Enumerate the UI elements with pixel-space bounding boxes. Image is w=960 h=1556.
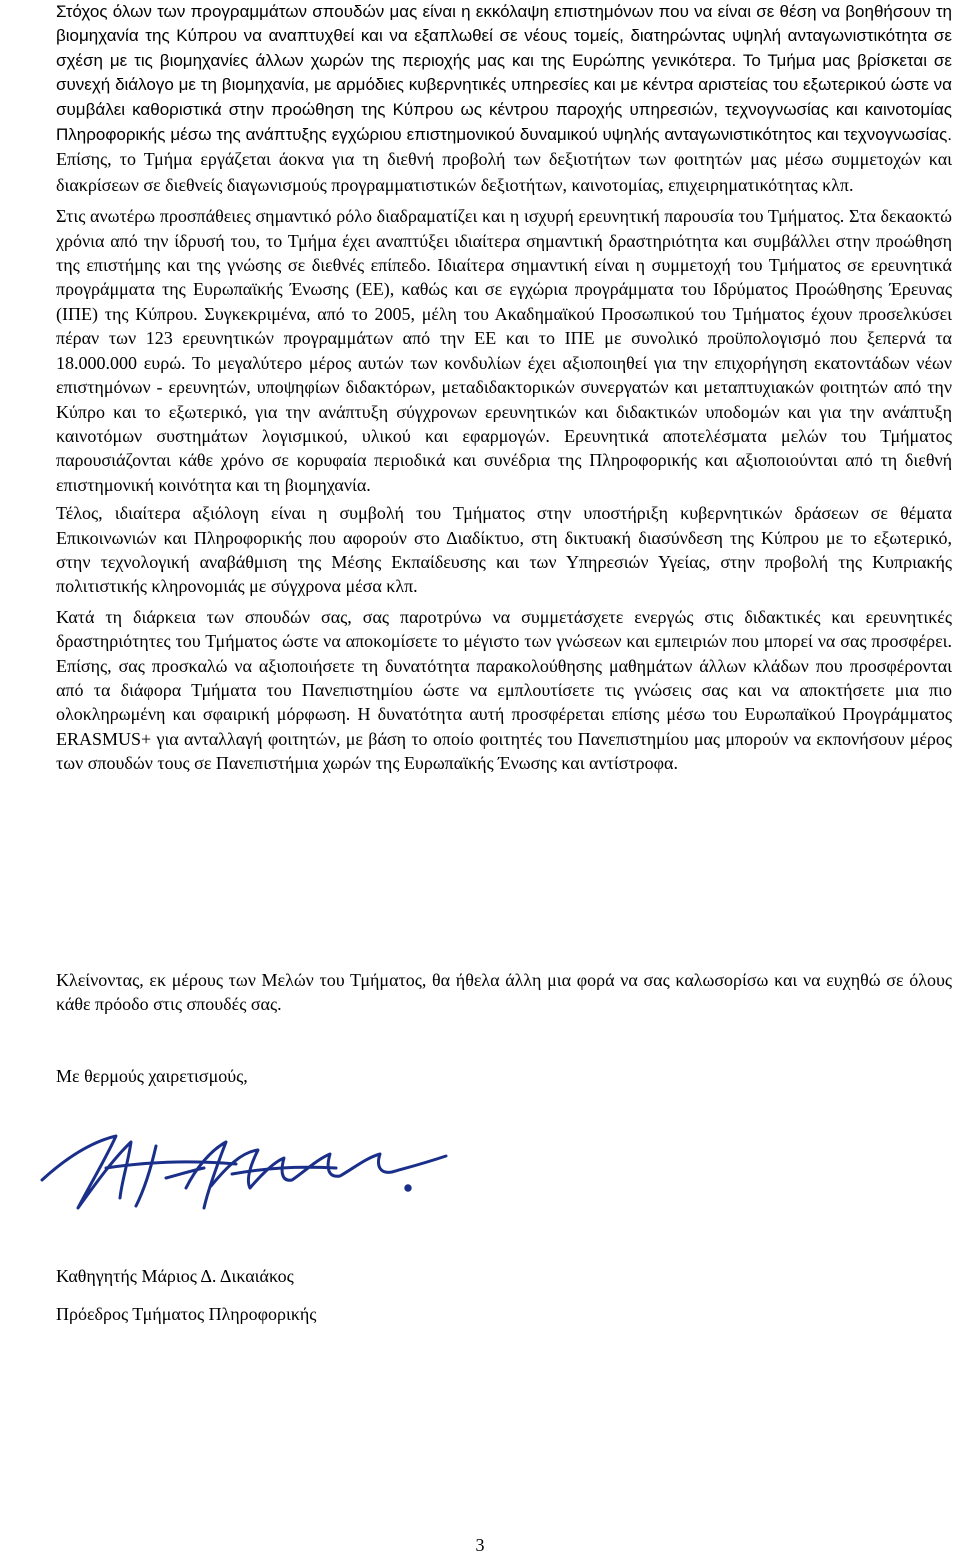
paragraph-student-participation: Κατά τη διάρκεια των σπουδών σας, σας παροτρύνω να συμμετάσχετε ενεργώς στις διδακτικές και ερευνητικές δραστηριότητες του Τμήματος ώστε να αποκομίσετε το μέγιστο των γνώσεων και εμπειριών που μπορεί να σας προσφέρει. Επίσης, σας προσκαλώ να αξιοποιήσετε τη δυνατότητα παρακολούθησης μαθημάτων άλλων κλάδων που προσφέρονται από τα διάφορα Τμήματα του Πανεπιστημίου ώστε να εμπλουτίσετε τις γνώσεις σας και να αποκτήσετε μια πιο ολοκληρωμένη και σφαιρική μόρφωση. Η δυνατότητα αυτή προσφέρεται επίσης μέσω του Ευρωπαϊκού Προγράμματος ERASMUS+ για ανταλλαγή φοιτητών, με βάση το οποίο φοιτητές του Πανεπιστημίου μας μπορούν να εκπονήσουν μέρος των σπουδών τους σε Πανεπιστήμια χωρών της Ευρωπαϊκής Ένωσης και αντίστροφα. bbox=[56, 606, 952, 774]
paragraph-goals-serif-part: Επίσης, το Τμήμα εργάζεται άοκνα για τη διεθνή προβολή των δεξιοτήτων των φοιτητών μας μέσω συμμετοχών και διακρίσεων σε διεθνείς διαγωνισμούς προγραμματιστικών δεξιοτήτων, καινοτομίας, επιχειρηματικότητας κλπ. bbox=[56, 149, 952, 195]
paragraph-government-support: Τέλος, ιδιαίτερα αξιόλογη είναι η συμβολή του Τμήματος στην υποστήριξη κυβερνητικών δράσεων σε θέματα Επικοινωνιών και Πληροφορικής που αφορούν στο Διαδίκτυο, στη δικτυακή διασύνδεση της Κύπρου με το εξωτερικό, στην τεχνολογική αναβάθμιση της Μέσης Εκπαίδευσης και των Υπηρεσιών Υγείας, στην προβολή της Κυπριακής πολιτιστικής κληρονομιάς με σύγχρονα μέσα κλπ. bbox=[56, 503, 952, 597]
paragraph-goals bbox=[56, 0, 952, 198]
body-text-top bbox=[56, 0, 952, 776]
closing-block bbox=[56, 968, 952, 1017]
salutation: Με θερμούς χαιρετισμούς, bbox=[56, 1066, 248, 1086]
handwritten-signature bbox=[36, 1128, 456, 1228]
paragraph-closing: Κλείνοντας, εκ μέρους των Μελών του Τμήματος, θα ήθελα άλλη μια φορά να σας καλωσορίσω και να ευχηθώ σε όλους κάθε πρόοδο στις σπουδές σας. bbox=[56, 970, 952, 1015]
signer-name: Καθηγητής Μάριος Δ. Δικαιάκος bbox=[56, 1266, 294, 1286]
paragraph-goals-sans-part: Στόχος όλων των προγραμμάτων σπουδών μας είναι η εκκόλαψη επιστημόνων που να είναι σε θέση να βοηθήσουν τη βιομηχανία της Κύπρου να αναπτυχθεί και να εξαπλωθεί σε νέους τομείς, διατηρώντας υψηλή ανταγωνιστικότητα σε σχέση με τις βιομηχανίες άλλων χωρών της περιοχής μας και της Ευρώπης γενικότερα. Το Τμήμα μας βρίσκεται σε συνεχή διάλογο με τη βιομηχανία, με αρμόδιες κυβερνητικές υπηρεσίες και με κέντρα αριστείας του εξωτερικού ώστε να συμβάλει καθοριστικά στην προώθηση της Κύπρου ως κέντρου παροχής υπηρεσιών, τεχνογνωσίας και καινοτομίας Πληροφορικής μέσω της ανάπτυξης εγχώριου επιστημονικού δυναμικού υψηλής ανταγωνιστικότητος και τεχνογνωσίας. bbox=[56, 2, 952, 145]
signer-title: Πρόεδρος Τμήματος Πληροφορικής bbox=[56, 1304, 317, 1324]
page-number: 3 bbox=[475, 1535, 485, 1555]
paragraph-research: Στις ανωτέρω προσπάθειες σημαντικό ρόλο διαδραματίζει και η ισχυρή ερευνητική παρουσία του Τμήματος. Στα δεκαοκτώ χρόνια από την ίδρυσή του, το Τμήμα έχει αναπτύξει ιδιαίτερα σημαντική δραστηριότητα και συμβάλλει στην προώθηση της επιστήμης και της γνώσης σε διεθνές επίπεδο. Ιδιαίτερα σημαντική είναι η συμμετοχή του Τμήματος σε ερευνητικά προγράμματα της Ευρωπαϊκής Ένωσης (ΕΕ), καθώς και σε εγχώρια προγράμματα του Ιδρύματος Προώθησης Έρευνας (ΙΠΕ) της Κύπρου. Συγκεκριμένα, από το 2005, μέλη του Ακαδημαϊκού Προσωπικού του Τμήματος έχουν προσελκύσει πέραν των 123 ερευνητικών προγραμμάτων από την ΕΕ και το ΙΠΕ με συνολικό προϋπολογισμό που ξεπερνά τα 18.000.000 ευρώ. Το μεγαλύτερο μέρος αυτών των κονδυλίων έχει αξιοποιηθεί για την επιχορήγηση εκατοντάδων νέων επιστημόνων - ερευνητών, υποψηφίων διδακτόρων, μεταδιδακτορικών συνεργατών και μεταπτυχιακών φοιτητών από την Κύπρο και το εξωτερικό, για την ανάπτυξη σύγχρονων ερευνητικών και διδακτικών υποδομών και για την ανάπτυξη καινοτόμων συστημάτων λογισμικού, υλικού και εφαρμογών. Ερευνητικά αποτελέσματα μελών του Τμήματος παρουσιάζονται κάθε χρόνο σε κορυφαία περιοδικά και συνέδρια της Πληροφορικής και αξιοποιούνται από τη διεθνή επιστημονική κοινότητα και τη βιομηχανία. bbox=[56, 206, 952, 495]
